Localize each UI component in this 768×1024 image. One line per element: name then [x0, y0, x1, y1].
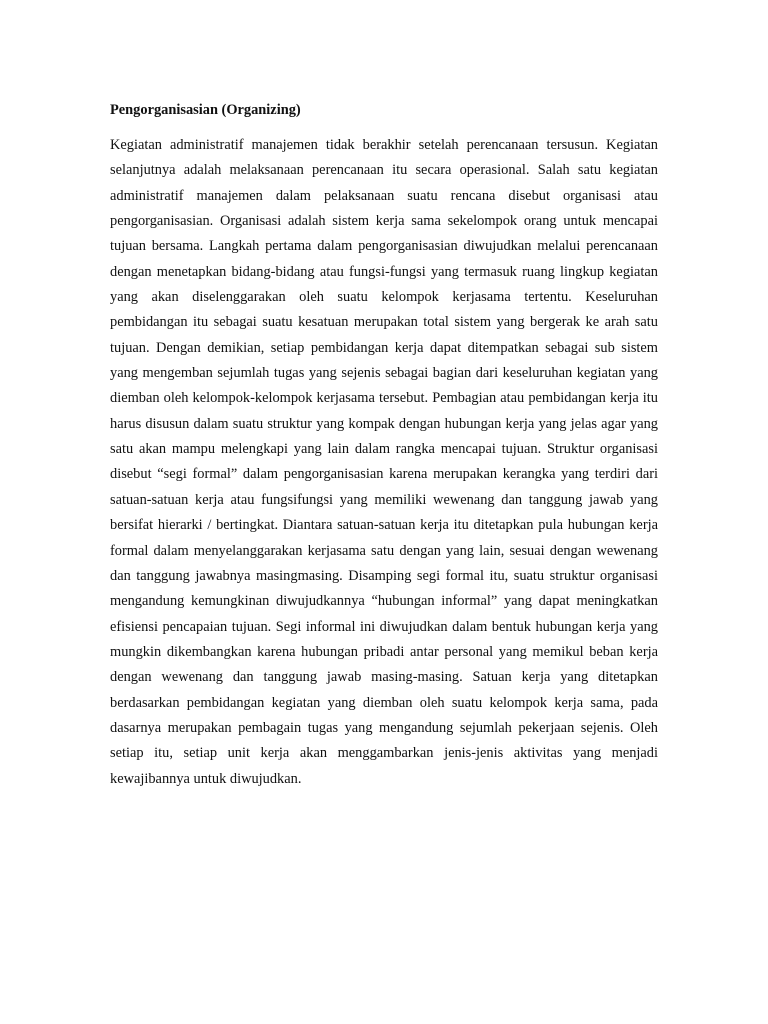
body-paragraph: Kegiatan administratif manajemen tidak berakhir setelah perencanaan tersusun. Kegiatan selanjutnya adalah melaksanaan perencanaan itu secara operasional. Salah satu kegiatan administratif manajemen dalam pelaksanaan suatu rencana disebut organisasi atau pengorganisasian. Organisasi adalah sistem kerja sama sekelompok orang untuk mencapai tujuan bersama. Langkah pertama dalam pengorganisasian diwujudkan melalui perencanaan dengan menetapkan bidang-bidang atau fungsi-fungsi yang termasuk ruang lingkup kegiatan yang akan diselenggarakan oleh suatu kelompok kerjasama tertentu. Keseluruhan pembidangan itu sebagai suatu kesatuan merupakan total sistem yang bergerak ke arah satu tujuan. Dengan demikian, setiap pembidangan kerja dapat ditempatkan sebagai sub sistem yang mengemban sejumlah tugas yang sejenis sebagai bagian dari keseluruhan kegiatan yang diemban oleh kelompok-kelompok kerjasama tersebut. Pembagian atau pembidangan kerja itu harus disusun dalam suatu struktur yang kompak dengan hubungan kerja yang jelas agar yang satu akan mampu melengkapi yang lain dalam rangka mencapai tujuan. Struktur organisasi disebut “segi formal” dalam pengorganisasian karena merupakan kerangka yang terdiri dari satuan-satuan kerja atau fungsifungsi yang memiliki wewenang dan tanggung jawab yang bersifat hierarki / bertingkat. Diantara satuan-satuan kerja itu ditetapkan pula hubungan kerja formal dalam menyelanggarakan kerjasama satu dengan yang lain, sesuai dengan wewenang dan tanggung jawabnya masingmasing. Disamping segi formal itu, suatu struktur organisasi mengandung kemungkinan diwujudkannya “hubungan informal” yang dapat meningkatkan efisiensi pencapaian tujuan. Segi informal ini diwujudkan dalam bentuk hubungan kerja yang mungkin dikembangkan karena hubungan pribadi antar personal yang memikul beban kerja dengan wewenang dan tanggung jawab masing-masing. Satuan kerja yang ditetapkan berdasarkan pembidangan kegiatan yang diemban oleh suatu kelompok kerja sama, pada dasarnya merupakan pembagain tugas yang mengandung sejumlah pekerjaan sejenis. Oleh setiap itu, setiap unit kerja akan menggambarkan jenis-jenis aktivitas yang menjadi kewajibannya untuk diwujudkan.	[110, 137, 658, 787]
document-title: Pengorganisasian (Organizing)	[110, 102, 301, 118]
document-content	[110, 100, 658, 792]
